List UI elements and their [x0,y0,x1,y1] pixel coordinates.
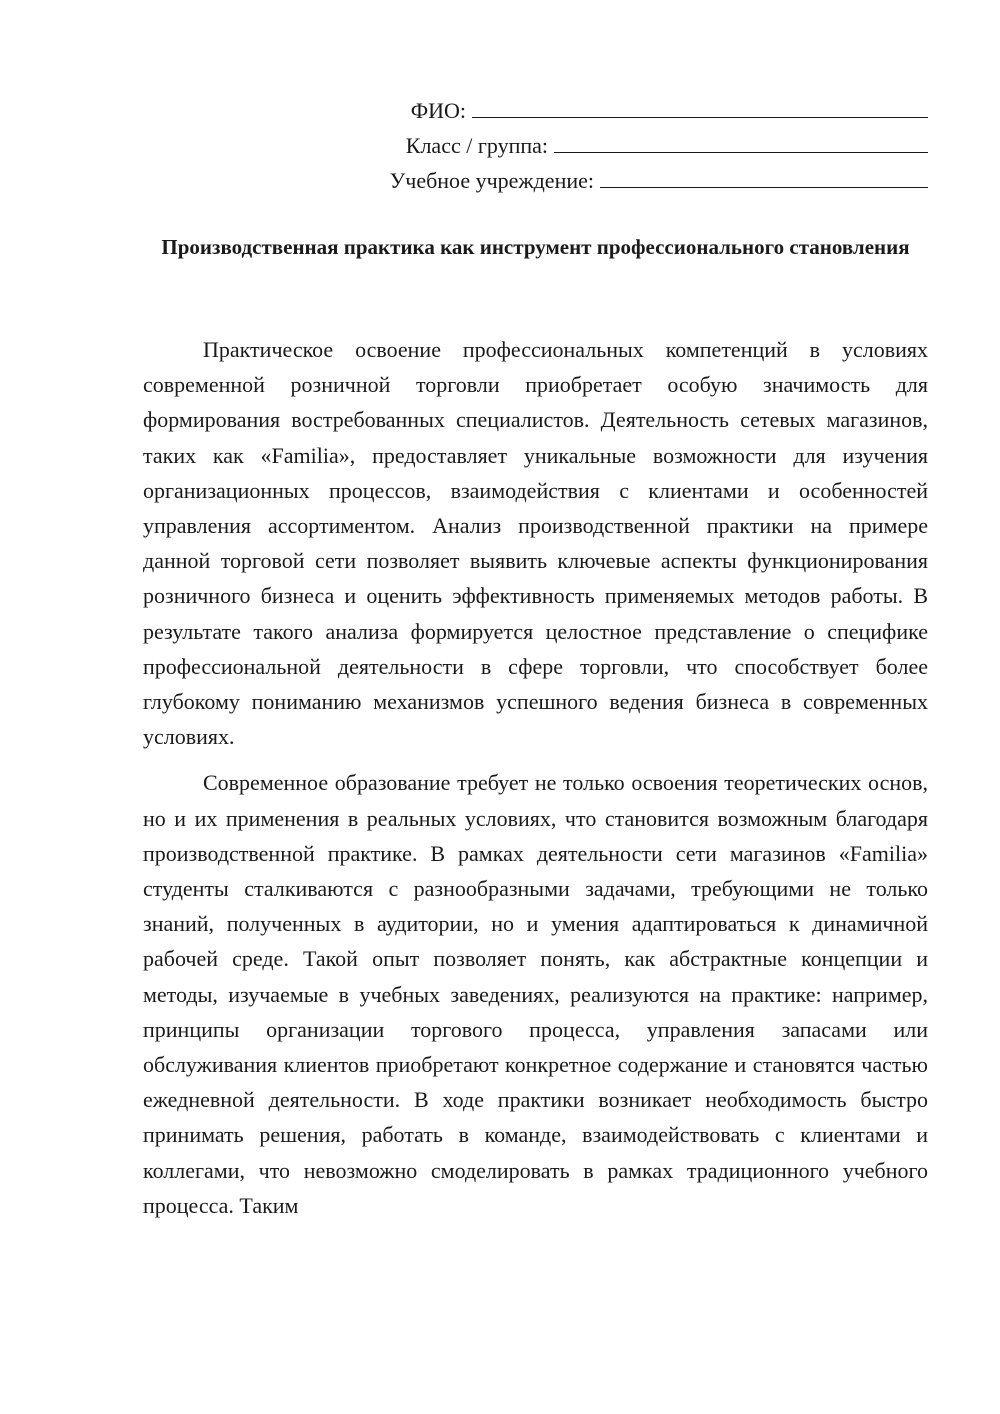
class-blank-line [554,130,928,153]
document-title: Производственная практика как инструмент профессионального становления [161,235,910,259]
school-blank-line [600,165,928,188]
name-label: ФИО: [410,98,466,123]
class-label: Класс / группа: [405,133,548,158]
paragraph-2: Современное образование требует не только освоения теоретических основ, но и их применения в реальных условиях, что становится возможным благодаря производственной практике. В рамках деятельности сети магазинов «Familia» студенты сталкиваются с разнообразными задачами, требующими не только знаний, полученных в аудитории, но и умения адаптироваться к динамичной рабочей среде. Такой опыт позволяет понять, как абстрактные концепции и методы, изучаемые в учебных заведениях, реализуются на практике: например, принципы организации торгового процесса, управления запасами или обслуживания клиентов приобретают конкретное содержание и становятся частью ежедневной деятельности. В ходе практики возникает необходимость быстро принимать решения, работать в команде, взаимодействовать с клиентами и коллегами, что невозможно смоделировать в рамках традиционного учебного процесса. Таким [143,770,928,1218]
header-fields [328,93,928,198]
paragraph-1: Практическое освоение профессиональных компетенций в условиях современной розничной торговли приобретает особую значимость для формирования востребованных специалистов. Деятельность сетевых магазинов, таких как «Familia», предоставляет уникальные возможности для изучения организационных процессов, взаимодействия с клиентами и особенностей управления ассортиментом. Анализ производственной практики на примере данной торговой сети позволяет выявить ключевые аспекты функционирования розничного бизнеса и оценить эффективность применяемых методов работы. В результате такого анализа формируется целостное представление о специфике профессиональной деятельности в сфере торговли, что способствует более глубокому пониманию механизмов успешного ведения бизнеса в современных условиях. [143,337,928,750]
school-label: Учебное учреждение: [389,168,594,193]
name-blank-line [472,95,928,118]
class-field-row [328,128,928,163]
document-body [143,332,928,1234]
name-field-row [328,93,928,128]
school-field-row [328,163,928,198]
